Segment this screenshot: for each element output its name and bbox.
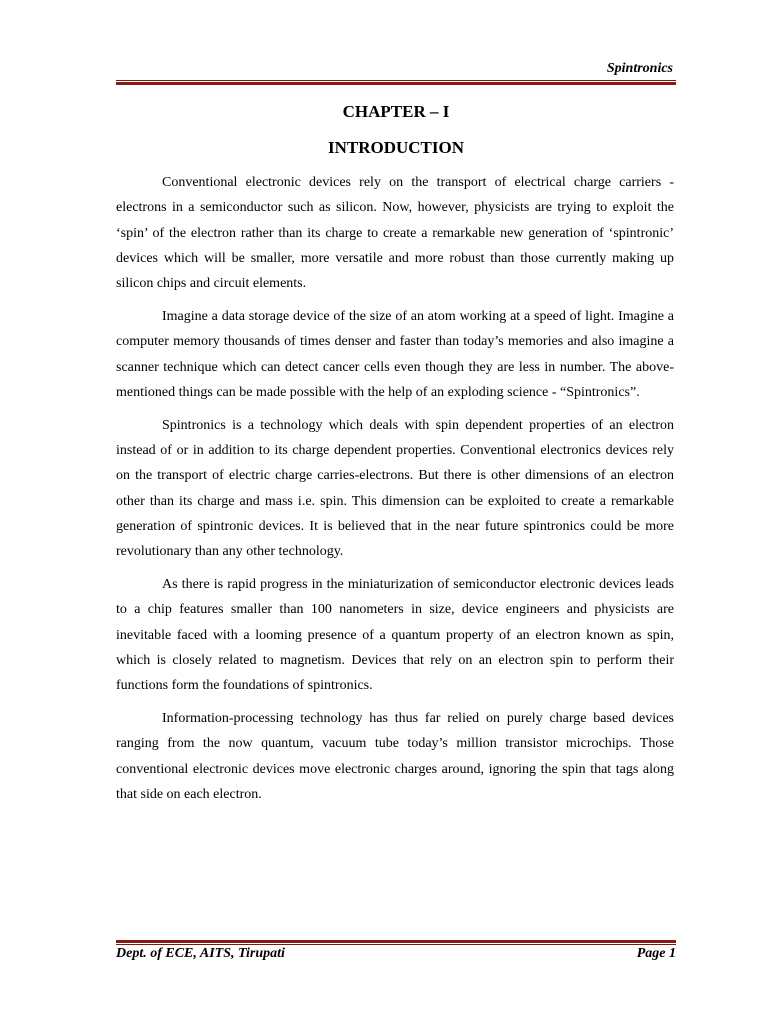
footer-page-number: Page 1 — [636, 946, 676, 961]
chapter-number: CHAPTER – I — [342, 102, 450, 121]
header-rule-thick-line — [116, 82, 676, 85]
running-header-title: Spintronics — [606, 61, 673, 76]
paragraph-2: Imagine a data storage device of the size of an atom working at a speed of light. Imagine a computer memory thousands of times denser and faster than today’s memories and also imagine a scanner technique which can detect cancer cells even though they are less in number. The above-mentioned things can be made possible with the help of an exploding science - “Spintronics”. — [116, 308, 674, 400]
paragraph-3: Spintronics is a technology which deals with spin dependent properties of an electron instead of or in addition to its charge dependent properties. Conventional electronics devices rely on the transport of electric charge carries-electrons. But there is other dimensions of an electron other than its charge and mass i.e. spin. This dimension can be exploited to create a remarkable generation of spintronic devices. It is believed that in the near future spintronics could be more revolutionary than any other technology. — [116, 417, 674, 560]
body-text — [116, 170, 674, 815]
header-rule — [116, 80, 676, 85]
footer-rule-thin-line — [116, 944, 676, 945]
chapter-title: INTRODUCTION — [327, 138, 465, 157]
paragraph-5: Information-processing technology has thus far relied on purely charge based devices ranging from the now quantum, vacuum tube today’s million transistor microchips. Those conventional electronic devices move electronic charges around, ignoring the spin that tags along that side on each electron. — [116, 710, 674, 802]
footer-department: Dept. of ECE, AITS, Tirupati — [116, 946, 285, 961]
footer-rule — [116, 940, 676, 945]
paragraph-4: As there is rapid progress in the miniaturization of semiconductor electronic devices leads to a chip features smaller than 100 nanometers in size, device engineers and physicists are inevitable faced with a looming presence of a quantum property of an electron known as spin, which is closely related to magnetism. Devices that rely on an electron spin to perform their functions form the foundations of spintronics. — [116, 576, 674, 694]
paragraph-1: Conventional electronic devices rely on the transport of electrical charge carriers - electrons in a semiconductor such as silicon. Now, however, physicists are trying to exploit the ‘spin’ of the electron rather than its charge to create a remarkable new generation of ‘spintronic’ devices which will be smaller, more versatile and more robust than those currently making up silicon chips and circuit elements. — [116, 175, 674, 292]
